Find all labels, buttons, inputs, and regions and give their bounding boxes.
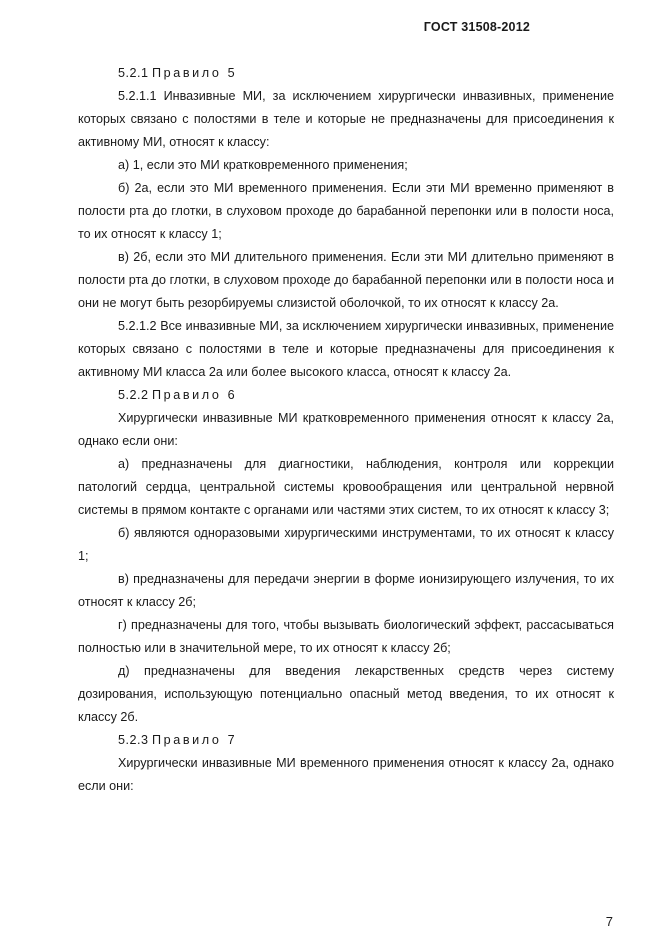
section-heading [78, 384, 614, 407]
paragraph: 5.2.1.2 Все инвазивные МИ, за исключением хирургически инвазивных, применение которых связано с полостями в теле и которые предназначены для присоединения к активному МИ класса 2а или более высокого класса, относят к классу 2а. [78, 319, 614, 379]
heading-number: 5.2.1 [118, 66, 149, 80]
paragraph: Хирургически инвазивные МИ кратковременного применения относят к классу 2а, однако если они: [78, 411, 614, 448]
list-item: д) предназначены для введения лекарственных средств через систему дозирования, использующую потенциально опасный метод введения, то их относят к классу 2б. [78, 664, 614, 724]
list-item: в) 2б, если это МИ длительного применения. Если эти МИ длительно применяют в полости рта до глотки, в слуховом проходе до барабанной перепонки или в полости носа и они не могут быть резорбируемы слизистой оболочкой, то их относят к классу 2а. [78, 250, 614, 310]
section-heading [78, 62, 614, 85]
paragraph: 5.2.1.1 Инвазивные МИ, за исключением хирургически инвазивных, применение которых связано с полостями в теле и которые не предназначены для присоединения к активному МИ, относят к классу: [78, 89, 614, 149]
page-number: 7 [605, 914, 613, 929]
list-item: в) предназначены для передачи энергии в форме ионизирующего излучения, то их относят к классу 2б; [78, 572, 614, 609]
section-heading [78, 729, 614, 752]
list-item: г) предназначены для того, чтобы вызывать биологический эффект, рассасываться полностью или в значительной мере, то их относят к классу 2б; [78, 618, 614, 655]
heading-title: Правило 6 [152, 388, 238, 402]
paragraph: Хирургически инвазивные МИ временного применения относят к классу 2а, однако если они: [78, 756, 614, 793]
list-item: а) предназначены для диагностики, наблюдения, контроля или коррекции патологий сердца, центральной системы кровообращения или центральной нервной системы в прямом контакте с органами или частями этих систем, то их относят к классу 3; [78, 457, 614, 517]
heading-number: 5.2.2 [118, 388, 149, 402]
page-header: ГОСТ 31508-2012 [423, 20, 530, 34]
document-body [78, 62, 614, 798]
heading-title: Правило 7 [152, 733, 238, 747]
list-item: б) 2а, если это МИ временного применения. Если эти МИ временно применяют в полости рта до глотки, в слуховом проходе до барабанной перепонки или в полости носа, то их относят к классу 1; [78, 181, 614, 241]
list-item: а) 1, если это МИ кратковременного применения; [118, 158, 408, 172]
heading-number: 5.2.3 [118, 733, 149, 747]
heading-title: Правило 5 [152, 66, 238, 80]
list-item: б) являются одноразовыми хирургическими инструментами, то их относят к классу 1; [78, 526, 614, 563]
